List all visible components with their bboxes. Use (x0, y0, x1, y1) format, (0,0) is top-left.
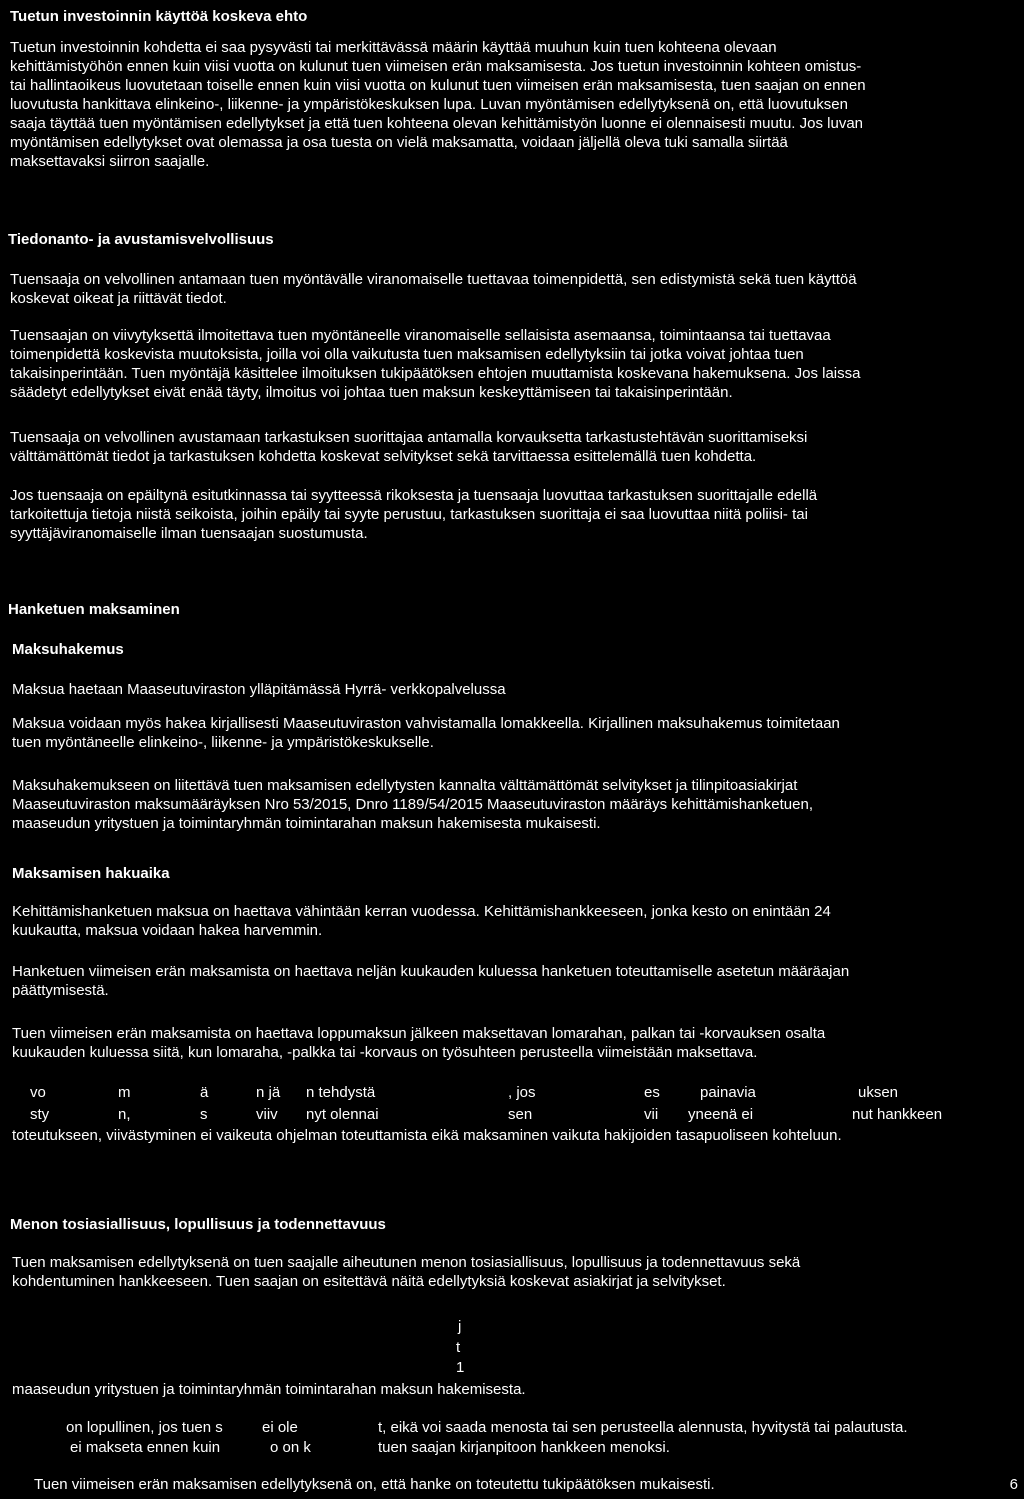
text-fragment: painavia (700, 1084, 756, 1101)
text-line: Tuensaaja on velvollinen antamaan tuen myöntävälle viranomaiselle tuettavaa toimenpidettä, sen edistymistä sekä tuen käyttöä (10, 271, 857, 288)
text-line: Maksuhakemukseen on liitettävä tuen maksamisen edellytysten kannalta välttämättömät selvitykset ja tilinpitoasiakirjat (12, 777, 798, 794)
text-line: syyttäjäviranomaiselle ilman tuensaajan suostumusta. (10, 525, 368, 542)
paragraph-expense-3 (34, 1475, 715, 1494)
text-fragment: n, (118, 1106, 131, 1123)
text-fragment: nut hankkeen (852, 1106, 943, 1123)
paragraph-payment-6 (12, 1024, 825, 1062)
subheading-payment-period: Maksamisen hakuaika (12, 865, 170, 882)
paragraph-expense-2 (12, 1380, 526, 1399)
text-line: Tuetun investoinnin kohdetta ei saa pysyvästi tai merkittävässä määrin käyttää muuhun kuin tuen kohteena olevaan (10, 39, 777, 56)
text-line: Tuen maksamisen edellytyksenä on tuen saajalle aiheutunen menon tosiasiallisuus, lopullisuus ja todennettavuus sekä (12, 1254, 801, 1271)
text-line: kohdentuminen hankkeeseen. Tuen saajan on esitettävä näitä edellytyksiä koskevat asiakirjat ja selvitykset. (12, 1273, 726, 1290)
text-line: Tuen viimeisen erän maksamisen edellytyksenä on, että hanke on toteutettu tukipäätöksen mukaisesti. (34, 1476, 715, 1493)
paragraph-payment-7 (12, 1126, 842, 1145)
paragraph-investment-use (10, 38, 866, 171)
text-line: Maksua haetaan Maaseutuviraston ylläpitämässä Hyrrä- verkkopalvelussa (12, 681, 506, 698)
text-fragment: uksen (858, 1084, 899, 1101)
text-line: koskevat oikeat ja riittävät tiedot. (10, 290, 227, 307)
text-line: päättymisestä. (12, 982, 109, 999)
paragraph-reporting-2 (10, 326, 860, 402)
text-line: Tuensaaja on velvollinen avustamaan tarkastuksen suorittajaa antamalla korvauksetta tarkastustehtävän suorittamiseksi (10, 429, 808, 446)
text-fragment: viiv (256, 1106, 278, 1123)
text-fragment: 1 (456, 1359, 465, 1376)
paragraph-expense-1 (12, 1253, 800, 1291)
text-fragment: vii (644, 1106, 659, 1123)
text-line: välttämättömät tiedot ja tarkastuksen kohdetta koskevat selvitykset sekä tarvittaessa esittelemällä tuen kohdetta. (10, 448, 757, 465)
text-line: kuukautta, maksua voidaan hakea harvemmin. (12, 922, 323, 939)
section-heading-investment-use: Tuetun investoinnin käyttöä koskeva ehto (10, 8, 308, 25)
text-fragment: t (456, 1339, 461, 1356)
text-line: Kehittämishanketuen maksua on haettava vähintään kerran vuodessa. Kehittämishankkeeseen, jonka kesto on enintään 24 (12, 903, 831, 920)
text-fragment: es (644, 1084, 660, 1101)
text-line: myöntämisen edellytykset ovat olemassa ja osa tuesta on vielä maksamatta, voidaan jäljellä oleva tuki samalla siirtää (10, 134, 788, 151)
text-fragment: j (458, 1318, 462, 1335)
text-line: säädetyt edellytykset eivät enää täyty, ilmoitus voi johtaa tuen maksun keskeyttämiseen tai takaisinperintään. (10, 384, 733, 401)
paragraph-reporting-3 (10, 428, 807, 466)
paragraph-payment-1 (12, 680, 506, 699)
text-line: Maksua voidaan myös hakea kirjallisesti Maaseutuviraston vahvistamalla lomakkeella. Kirjallinen maksuhakemus toimitetaan (12, 715, 840, 732)
text-line: maaseudun yritystuen ja toimintaryhmän toimintarahan maksun hakemisesta. (12, 1381, 526, 1398)
text-fragment: ä (200, 1084, 209, 1101)
text-fragment: ei ole (262, 1419, 298, 1436)
text-line: toteutukseen, viivästyminen ei vaikeuta ohjelman toteuttamista eikä maksaminen vaikuta hakijoiden tasapuoliseen kohteluun. (12, 1127, 842, 1144)
text-line: maksettavaksi siirron saajalle. (10, 153, 210, 170)
text-fragment: n tehdystä (306, 1084, 376, 1101)
text-fragment: sty (30, 1106, 50, 1123)
text-line: Tuensaajan on viivytyksettä ilmoitettava tuen myöntäneelle viranomaiselle sellaisista asemaansa, toimintaansa tai tuettavaa (10, 327, 831, 344)
paragraph-payment-4 (12, 902, 831, 940)
text-line: kuukauden kuluessa siitä, kun lomaraha, -palkka tai -korvaus on työsuhteen perusteella viimeistään maksettava. (12, 1044, 758, 1061)
text-fragment: nyt olennai (306, 1106, 379, 1123)
text-line: maaseudun yritystuen ja toimintaryhmän toimintarahan maksun hakemisesta mukaisesti. (12, 815, 601, 832)
text-fragment: vo (30, 1084, 46, 1101)
text-fragment: s (200, 1106, 208, 1123)
text-line: tuen myöntäneelle elinkeino-, liikenne- ja ympäristökeskukselle. (12, 734, 434, 751)
text-line: Jos tuensaaja on epäiltynä esitutkinnassa tai syytteessä rikoksesta ja tuensaaja luovuttaa tarkastuksen suorittajalle edellä (10, 487, 818, 504)
text-line: Tuen viimeisen erän maksamista on haettava loppumaksun jälkeen maksettavan lomarahan, palkan tai -korvauksen osalta (12, 1025, 826, 1042)
paragraph-reporting-1 (10, 270, 857, 308)
text-fragment: m (118, 1084, 131, 1101)
text-fragment: o on k (270, 1439, 311, 1456)
text-line: luovutusta hankittava elinkeino-, liikenne- ja ympäristökeskuksen lupa. Luvan myöntämisen edellytyksenä on, että luovutuksen (10, 96, 848, 113)
text-line: saaja täyttää tuen myöntämisen edellytykset ja että tuen kohteena olevan kehittämistyön luonne ei olennaisesti muutu. Jos luvan (10, 115, 864, 132)
text-fragment: , jos (508, 1084, 536, 1101)
text-fragment: sen (508, 1106, 533, 1123)
text-line: Maaseutuviraston maksumääräyksen Nro 53/2015, Dnro 1189/54/2015 Maaseutuviraston määräys kehittämishanketuen, (12, 796, 813, 813)
text-fragment: yneenä ei (688, 1106, 754, 1123)
text-fragment: tuen saajan kirjanpitoon hankkeen menoksi. (378, 1439, 670, 1456)
paragraph-payment-3 (12, 776, 813, 833)
text-line: kehittämistyöhön ennen kuin viisi vuotta on kulunut tuen viimeisen erän maksamisesta. Jos tuetun investoinnin kohteen omistus- (10, 58, 862, 75)
text-fragment: ei makseta ennen kuin (70, 1439, 221, 1456)
subheading-payment-application: Maksuhakemus (12, 641, 124, 658)
section-heading-expense-verification: Menon tosiasiallisuus, lopullisuus ja todennettavuus (10, 1216, 386, 1233)
text-line: takaisinperintään. Tuen myöntäjä käsittelee ilmoituksen tukipäätöksen ehtojen muuttamista koskevana hakemuksena. Jos laissa (10, 365, 861, 382)
section-heading-payment: Hanketuen maksaminen (8, 601, 180, 618)
text-fragment: t, eikä voi saada menosta tai sen perusteella alennusta, hyvitystä tai palautusta. (378, 1419, 908, 1436)
text-line: tarkoitettuja tietoja niistä seikoista, joihin epäily tai syyte perustuu, tarkastuksen suorittaja ei saa luovuttaa niitä poliisi- tai (10, 506, 808, 523)
page-number: 6 (1009, 1476, 1018, 1493)
text-line: toimenpidettä koskevista muutoksista, joilla voi olla vaikutusta tuen maksamisen edellytyksiin tai jotka voivat johtaa tuen (10, 346, 804, 363)
text-fragment: on lopullinen, jos tuen s (66, 1419, 223, 1436)
paragraph-payment-5 (12, 962, 849, 1000)
text-fragment: n jä (256, 1084, 281, 1101)
section-heading-reporting-duty: Tiedonanto- ja avustamisvelvollisuus (8, 231, 274, 248)
text-line: tai hallintaoikeus luovutetaan toiselle ennen kuin viisi vuotta on kulunut tuen viimeisen erän maksamisesta, tuen saajan on ennen (10, 77, 866, 94)
paragraph-payment-2 (12, 714, 840, 752)
paragraph-reporting-4 (10, 486, 817, 543)
text-line: Hanketuen viimeisen erän maksamista on haettava neljän kuukauden kuluessa hanketuen toteuttamiselle asetetun määräajan (12, 963, 850, 980)
